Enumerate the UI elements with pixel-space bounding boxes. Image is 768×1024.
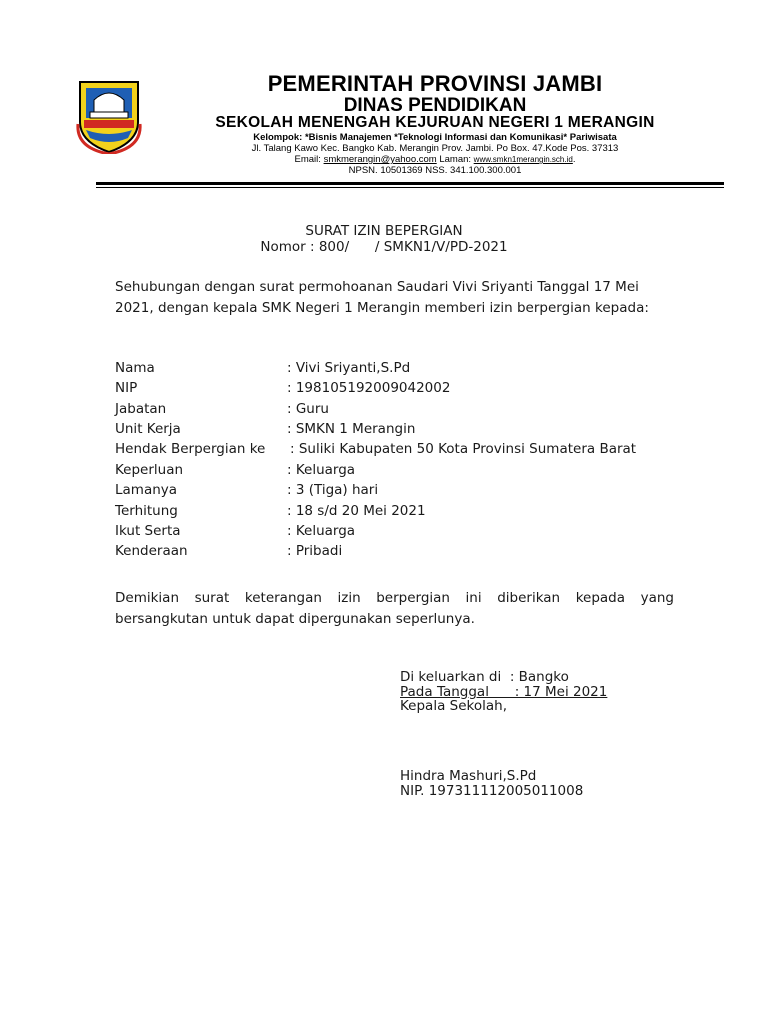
web-label: Laman: xyxy=(436,154,474,165)
field-label: Unit Kerja xyxy=(115,421,181,437)
field-label: Lamanya xyxy=(115,482,178,498)
field-row-tujuan xyxy=(115,441,715,461)
signer-name: Hindra Mashuri,S.Pd xyxy=(400,768,537,784)
field-label: Jabatan xyxy=(115,401,167,417)
closing-paragraph: Demikian surat keterangan izin berpergian ini diberikan kepada yang bersangkutan untuk dapat dipergunakan seperlunya. xyxy=(115,590,674,627)
letter-title: SURAT IZIN BEPERGIAN xyxy=(305,223,463,239)
field-value: : Suliki Kabupaten 50 Kota Provinsi Sumatera Barat xyxy=(290,441,637,457)
header-npsn: NPSN. 10501369 NSS. 341.100.300.001 xyxy=(348,165,522,176)
field-row-jabatan xyxy=(115,401,715,421)
field-row-lamanya xyxy=(115,482,715,502)
issued-date: Pada Tanggal : 17 Mei 2021 xyxy=(400,684,608,700)
letter-number: Nomor : 800/ / SMKN1/V/PD-2021 xyxy=(260,239,508,255)
field-row-keperluan xyxy=(115,462,715,482)
field-row-nama xyxy=(115,360,715,380)
email-link[interactable]: smkmerangin@yahoo.com xyxy=(323,154,437,165)
header-department: DINAS PENDIDIKAN xyxy=(343,95,527,116)
field-value: : Keluarga xyxy=(287,523,356,539)
header-rule-thin xyxy=(96,187,724,188)
header-contact xyxy=(150,154,720,165)
jambi-emblem-icon xyxy=(76,78,142,154)
signer-nip: NIP. 197311112005011008 xyxy=(400,783,584,799)
signer-position: Kepala Sekolah, xyxy=(400,698,507,714)
issued-place: Di keluarkan di : Bangko xyxy=(400,669,569,685)
field-row-unit-kerja xyxy=(115,421,715,441)
header-rule-thick xyxy=(96,182,724,185)
field-value: : SMKN 1 Merangin xyxy=(287,421,416,437)
website-end: . xyxy=(572,154,576,165)
field-value: : Vivi Sriyanti,S.Pd xyxy=(287,360,411,376)
field-row-ikut-serta xyxy=(115,523,715,543)
field-value: : Guru xyxy=(287,401,329,417)
field-label: Ikut Serta xyxy=(115,523,181,539)
header-address: Jl. Talang Kawo Kec. Bangko Kab. Merangin Prov. Jambi. Po Box. 47.Kode Pos. 37313 xyxy=(251,143,619,154)
field-value: : 3 (Tiga) hari xyxy=(287,482,379,498)
header-school: SEKOLAH MENENGAH KEJURUAN NEGERI 1 MERANGIN xyxy=(215,114,655,131)
field-label: NIP xyxy=(115,380,138,396)
field-label: Terhitung xyxy=(115,503,178,519)
field-row-kenderaan xyxy=(115,543,715,563)
header-groups: Kelompok: *Bisnis Manajemen *Teknologi Informasi dan Komunikasi* Pariwisata xyxy=(253,132,617,143)
header-government: PEMERINTAH PROVINSI JAMBI xyxy=(267,71,603,96)
field-row-nip xyxy=(115,380,715,400)
field-label: Hendak Berpergian ke xyxy=(115,441,266,457)
field-label: Kenderaan xyxy=(115,543,188,559)
email-label: Email: xyxy=(294,154,324,165)
field-label: Keperluan xyxy=(115,462,184,478)
field-label: Nama xyxy=(115,360,155,376)
field-value: : 18 s/d 20 Mei 2021 xyxy=(287,503,426,519)
field-value: : Keluarga xyxy=(287,462,356,478)
field-row-terhitung xyxy=(115,503,715,523)
website-link[interactable]: www.smkn1merangin.sch.id xyxy=(473,155,573,164)
field-value: : Pribadi xyxy=(287,543,343,559)
field-value: : 198105192009042002 xyxy=(287,380,451,396)
opening-paragraph: Sehubungan dengan surat permohoanan Saudari Vivi Sriyanti Tanggal 17 Mei 2021, dengan kepala SMK Negeri 1 Merangin memberi izin berpergian kepada: xyxy=(115,279,649,316)
